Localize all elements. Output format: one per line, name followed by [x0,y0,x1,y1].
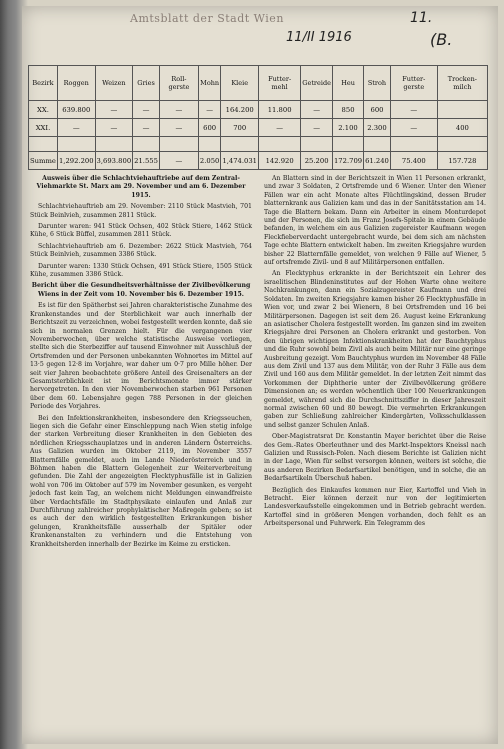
table-cell: — [133,101,160,119]
table-cell: 25.200 [301,152,333,170]
table-row [29,152,488,170]
article-heading: Bericht über die Gesundheitsverhältnisse der Zivilbevölkerung Wiens in der Zeit vom 10. November bis 6. Dezember 1915. [31,282,251,298]
table-cell: — [57,119,95,137]
article-paragraph: Schlachtviehauftrieb am 6. Dezember: 2622 Stück Mastvieh, 764 Stück Beinlvieh, zusammen 3386 Stück. [30,242,252,259]
table-spacer-cell [198,137,220,152]
table-spacer-row [29,137,488,152]
table-cell: — [390,119,437,137]
table-spacer-cell [301,137,333,152]
table-row [29,119,488,137]
table-cell: 400 [437,119,487,137]
table-header-cell: Weizen [95,66,133,101]
table-header-cell: Stroh [364,66,391,101]
table-spacer-cell [258,137,300,152]
table-body [29,101,488,170]
table-cell: 700 [221,119,259,137]
table-cell: 61.240 [364,152,391,170]
table-cell: 2.300 [364,119,391,137]
table-header-cell: Roll-gerste [159,66,198,101]
table-cell: 600 [364,101,391,119]
table-cell: 600 [198,119,220,137]
table-cell: 164.200 [221,101,259,119]
article-paragraph: Bezüglich des Einkaufes kommen nur Eier, Kartoffel und Vieh in Betracht. Eier können derzeit nur von der legitimierten Landesverkaufsstelle eingekommen und in Betrieb gebracht werden. Kartoffel sind in größeren Mengen vorhanden, doch fehlt es an Arbeitspersonal und Fuhrwerk. Ein Telegramm des [264,486,486,528]
table-cell: 2.050 [198,152,220,170]
table-cell [437,101,487,119]
handwritten-mark: (B. [430,30,453,49]
handwritten-number: 11. [410,10,433,26]
article-paragraph: An Blattern sind in der Berichtszeit in Wien 11 Personen erkrankt, und zwar 3 Soldaten, 2 Ortsfremde und 6 Wiener. Unter den Wiener Fällen war ein acht Monate altes Flüchtlingskind, dessen Bruder blatternkrank aus Galizien kam und das in der Sanitätsstation am 14. Tage die Blattern bekam. Dann ein Arbeiter in einem Monturdepot und der Personen, die sich im Franz Josefs-Spitale in einem Gebäude befanden, in welchem ein aus Galizien zugereister Kaufmann wegen Fleckfieberverdacht untergebracht wurde, bei dem sich am nächsten Tage echte Blattern entwickelt haben. Im zweiten Kriegsjahre wurden bisher 22 Blatternfälle gemeldet, von welchen 9 Fälle auf Wiener, 5 auf ortsfremde Zivil- und 8 auf Militärpersonen entfallen. [264,175,486,267]
table-header [29,66,488,101]
table-cell: — [301,101,333,119]
table-cell: — [159,152,198,170]
table-header-cell: Gries [133,66,160,101]
table-spacer-cell [221,137,259,152]
table-cell: 75.400 [390,152,437,170]
article-paragraph: An Flecktyphus erkrankte in der Berichtszeit ein Lehrer des israelitischen Blindeninstitutes auf der Hohen Warte ohne weitere Nachkrankungen, dann ein Sozialzugereister Kaufmann und drei Soldaten. Im zweiten Kriegsjahre kamen bisher 26 Flecktyphusfälle in Wien vor, und zwar 2 bei Wienern, 8 bei Ortsfremden und 16 bei Militärpersonen. Dagegen ist seit dem 26. August keine Erkrankung an asiatischer Cholera festgestellt worden. Im ganzen sind im zweiten Kriegsjahre drei Personen an Cholera erkrankt und gestorben. Von den übrigen wichtigen Infektionskrankheiten hat der Bauchtyphus und die Ruhr sowohl beim Zivil als auch beim Militär nur eine geringe Ausbreitung gezeigt. Vom Bauchtyphus wurden im November 48 Fälle aus dem Zivil und 137 aus dem Militär, von der Ruhr 3 Fälle aus dem Zivil und 160 aus dem Militär gemeldet. In der letzten Zeit nimmt das Vorkommen der Diphtherie unter der Zivilbevölkerung größere Dimensionen an; es werden wöchentlich über 100 Neuerkrankungen gemeldet, während sich die Durchschnittsziffer in dieser Jahreszeit normal zwischen 60 und 80 bewegt. Die vermehrten Erkrankungen gaben zur Schließung zahlreicher Kindergärten, Volksschulklassen und selbst ganzer Schulen Anlaß. [264,270,486,429]
table-spacer-cell [390,137,437,152]
table-spacer-cell [437,137,487,152]
article-paragraph: Bei den Infektionskrankheiten, insbesondere den Kriegsseuchen, liegen sich die Gefahr einer Einschleppung nach Wien stetig infolge der starken Verbreitung dieser Krankheiten in den Gebieten des nördlichen Kriegsschauplatzes und in anderen Ländern Österreichs. Aus Galizien wurden im Oktober 2119, im November 3557 Blatternfälle gemeldet, auch im Lande Niederösterreich und in Böhmen haben die Blattern Gelegenheit zur Weiterverbreitung gefunden. Die Zahl der angezeigten Flecktyphusfälle ist in Galizien wohl von 706 im Oktober auf 579 im November gesunken, es vergeht jedoch fast kein Tag, an welchem nicht Meldungen einwandfreiste über Verdachtsfälle im Stadtphysikate einlaufen und Anlaß zur Durchführung zahlreicher prophylaktischer Maßregeln geben; so ist es auch der den wirklich festgestellten Erkrankungen bisher gelungen, Krankheitsfälle ausserhalb der Spitäler oder Krankenanstalten zu verhindern und die Entstehung von Krankheitsherden innerhalb der Bezirke im Keime zu ersticken. [30,414,252,548]
table-cell: — [258,119,300,137]
header-stamp: Amtsblatt der Stadt Wien [130,12,284,25]
table-cell: Summe [29,152,58,170]
table-cell: 850 [332,101,363,119]
table-spacer-cell [95,137,133,152]
table-row [29,101,488,119]
table-header-cell: Bezirk [29,66,58,101]
table-header-cell: Kleie [221,66,259,101]
table-cell: 1,474.031 [221,152,259,170]
table-header-cell: Roggen [57,66,95,101]
table-cell: 172.709 [332,152,363,170]
table-spacer-cell [29,137,58,152]
table-cell: XXI. [29,119,58,137]
table-cell: XX. [29,101,58,119]
right-text-column [264,175,486,532]
table-header-cell: Mohn [198,66,220,101]
table-cell: 11.800 [258,101,300,119]
table-spacer-cell [159,137,198,152]
table-spacer-cell [364,137,391,152]
table-cell: — [198,101,220,119]
table-cell: — [390,101,437,119]
table-cell: 142.920 [258,152,300,170]
article-paragraph: Darunter waren: 941 Stück Ochsen, 402 Stück Stiere, 1462 Stück Kühe, 6 Stück Büffel, zusammen 2811 Stück. [30,223,252,239]
table-cell: — [301,119,333,137]
table-header-cell: Futter-mehl [258,66,300,101]
table-cell: — [159,101,198,119]
left-text-column [30,175,252,552]
table-spacer-cell [332,137,363,152]
handwritten-date: 11/II 1916 [286,30,352,45]
table-cell: 639.800 [57,101,95,119]
table-cell: 157.728 [437,152,487,170]
table-header-cell: Getreide [301,66,333,101]
table-cell: — [159,119,198,137]
article-paragraph: Schlachtviehauftrieb am 29. November: 2110 Stück Mastvieh, 701 Stück Beinlvieh, zusammen 2811 Stück. [30,203,252,219]
table-header-cell: Heu [332,66,363,101]
statistics-table [28,65,488,170]
table-cell: 2.100 [332,119,363,137]
article-paragraph: Ober-Magistratsrat Dr. Konstantin Mayer berichtet über die Reise des Gem.-Rates Oberleuthner und des Markt-Inspektors Kneissl nach Galizien und Russisch-Polen. Nach diesem Berichte ist Galizien nicht in der Lage, Wien für selbst versorgen können, weiters ist solche, die aus anderen Bezirken Bedarfsartikel benötigen, und in solche, die an Bedarfsartikeln Überschuß haben. [264,433,486,483]
article-heading: Ausweis über die Schlachtviehauftriebe auf dem Zentral-Viehmarkte St. Marx am 29. November und am 6. Dezember 1915. [36,175,246,199]
table-cell: — [95,119,133,137]
table-cell: — [95,101,133,119]
table-cell: — [133,119,160,137]
table-header-row [29,66,488,101]
table-spacer-cell [133,137,160,152]
table-spacer-cell [57,137,95,152]
table-cell: 21.555 [133,152,160,170]
table-header-cell: Trocken-milch [437,66,487,101]
table-header-cell: Futter-gerste [390,66,437,101]
article-paragraph: Darunter waren: 1330 Stück Ochsen, 491 Stück Stiere, 1505 Stück Kühe, zusammen 3386 Stück. [30,262,252,279]
table-cell: 3,693.800 [95,152,133,170]
article-paragraph: Es ist für den Spätherbst sei Jahren charakteristische Zunahme des Krankenstandes und der Sterblichkeit war auch innerhalb der Berichtszeit zu verzeichnen, wobei festgestellt werden konnte, daß sie sich in normalen Grenzen hielt. Für die vergangenen vier Novemberwochen, über welche statistische Ausweise vorliegen, stellte sich die Sterbeziffer auf tausend Einwohner mit Ausschluß der Ortsfremden und der Personen unbekannten Wohnortes im Mittel auf 13·5 gegen 12·8 im Vorjahre, war daher um 0·7 pro Mille höher. Der seit vier Jahren beobachtete größere Anteil des Greisenalters an der Gesamtsterblichkeit ist im Berichtsmonate immer stärker hervorgetreten. In den vier Novemberwochen starben 961 Personen über dem 60. Lebensjahre gegen 788 Personen in der gleichen Periode des Vorjahres. [30,302,252,411]
table-cell: 1,292.200 [57,152,95,170]
